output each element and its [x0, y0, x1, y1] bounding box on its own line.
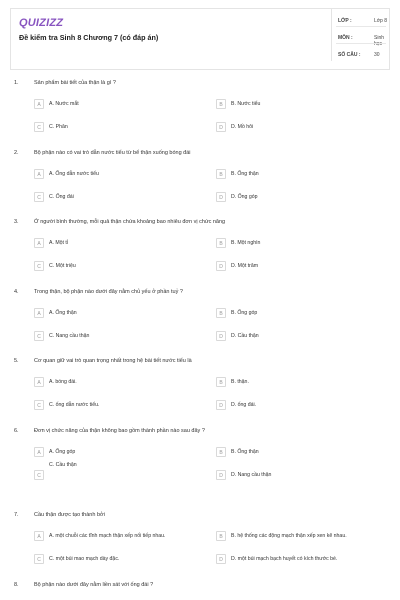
question-text: Ở người bình thường, mỗi quả thận chứa khoảng bao nhiêu đơn vị chức năng: [34, 219, 226, 225]
option-text: C. Cầu thận: [49, 462, 77, 468]
meta-value: Lớp 8: [374, 18, 388, 24]
option-text: D. Nang cầu thận: [231, 472, 272, 478]
option-text: D. Một trăm: [231, 263, 259, 269]
question-text: Bộ phận nào có vai trò dẫn nước tiểu từ bể thận xuống bóng đái: [34, 150, 191, 156]
worksheet-header: [10, 8, 390, 70]
option-text: A. một chuỗi các tĩnh mạch thận xếp nối tiếp nhau.: [49, 533, 166, 539]
option-key-box: C: [34, 192, 44, 202]
option-key-box: C: [34, 554, 44, 564]
option-text: D. Cầu thận: [231, 333, 259, 339]
option-text: A. Ống góp: [49, 449, 76, 455]
option-key-box: A: [34, 531, 44, 541]
option-key-box: D: [216, 400, 226, 410]
option-text: A. Ống dẫn nước tiểu: [49, 171, 99, 177]
meta-value: 30: [374, 52, 380, 58]
option-key-box: B: [216, 99, 226, 109]
question-number: 6.: [14, 428, 19, 434]
option-text: B. Ống thận: [231, 449, 259, 455]
option-key-box: B: [216, 447, 226, 457]
option-key-box: D: [216, 192, 226, 202]
option-text: C. Nang cầu thận: [49, 333, 90, 339]
question-text: Trong thận, bộ phận nào dưới đây nằm chủ yếu ở phần tuỷ ?: [34, 289, 183, 295]
question-number: 4.: [14, 289, 19, 295]
option-key-box: A: [34, 447, 44, 457]
question-number: 3.: [14, 219, 19, 225]
option-text: D. một búi mạch bạch huyết có kích thước bé.: [231, 556, 338, 562]
question-text: Sản phẩm bài tiết của thận là gì ?: [34, 80, 116, 86]
option-key-box: A: [34, 99, 44, 109]
option-key-box: B: [216, 531, 226, 541]
question-number: 5.: [14, 358, 19, 364]
question-number: 2.: [14, 150, 19, 156]
option-text: B. hệ thống các động mạch thận xếp xen kẽ nhau.: [231, 533, 347, 539]
question-text: Cơ quan giữ vai trò quan trọng nhất trong hệ bài tiết nước tiểu là: [34, 358, 192, 364]
option-key-box: D: [216, 554, 226, 564]
option-text: D. ống đái.: [231, 402, 257, 408]
option-text: D. Ống góp: [231, 194, 258, 200]
option-text: B. Một nghìn: [231, 240, 261, 246]
meta-label: MÔN :: [338, 35, 353, 41]
option-key-box: C: [34, 470, 44, 480]
meta-row-subject: [332, 26, 390, 47]
option-key-box: C: [34, 400, 44, 410]
option-key-box: D: [216, 122, 226, 132]
question-text: Bộ phận nào dưới đây nằm liền sát với ống đái ?: [34, 582, 154, 588]
question-text: Cầu thận được tạo thành bởi: [34, 512, 105, 518]
option-text: C. một búi mao mạch dày đặc.: [49, 556, 120, 562]
option-text: C. ống dẫn nước tiểu.: [49, 402, 100, 408]
meta-value: Sinh học: [374, 35, 385, 47]
option-key-box: A: [34, 169, 44, 179]
meta-row-count: [332, 43, 390, 56]
option-key-box: D: [216, 470, 226, 480]
option-text: C. Ống đái: [49, 194, 74, 200]
option-text: B. Ống góp: [231, 310, 258, 316]
option-key-box: B: [216, 169, 226, 179]
option-text: B. thận.: [231, 379, 249, 385]
option-key-box: A: [34, 377, 44, 387]
option-key-box: B: [216, 238, 226, 248]
meta-row-class: [332, 9, 390, 22]
question-number: 7.: [14, 512, 19, 518]
option-text: B. Ống thận: [231, 171, 259, 177]
question-number: 8.: [14, 582, 19, 588]
meta-label: LỚP :: [338, 18, 352, 24]
meta-label: SỐ CÂU :: [338, 52, 361, 58]
question-number: 1.: [14, 80, 19, 86]
meta-panel: [331, 9, 390, 61]
option-key-box: D: [216, 261, 226, 271]
option-text: D. Mồ hôi: [231, 124, 254, 130]
option-key-box: A: [34, 238, 44, 248]
option-key-box: B: [216, 377, 226, 387]
option-text: B. Nước tiểu: [231, 101, 261, 107]
option-key-box: D: [216, 331, 226, 341]
option-text: A. Ống thận: [49, 310, 77, 316]
quizizz-logo: QUIZIZZ: [19, 17, 64, 29]
option-text: A. Một tỉ: [49, 240, 69, 246]
option-key-box: C: [34, 331, 44, 341]
page-title: Đề kiểm tra Sinh 8 Chương 7 (có đáp án): [19, 33, 159, 42]
option-text: C. Phân: [49, 124, 68, 130]
option-key-box: C: [34, 261, 44, 271]
option-text: A. Nước mắt: [49, 101, 79, 107]
option-text: C. Một triệu: [49, 263, 76, 269]
option-key-box: A: [34, 308, 44, 318]
option-key-box: C: [34, 122, 44, 132]
option-key-box: B: [216, 308, 226, 318]
question-text: Đơn vị chức năng của thận không bao gồm thành phần nào sau đây ?: [34, 428, 205, 434]
option-text: A. bóng đái.: [49, 379, 77, 385]
